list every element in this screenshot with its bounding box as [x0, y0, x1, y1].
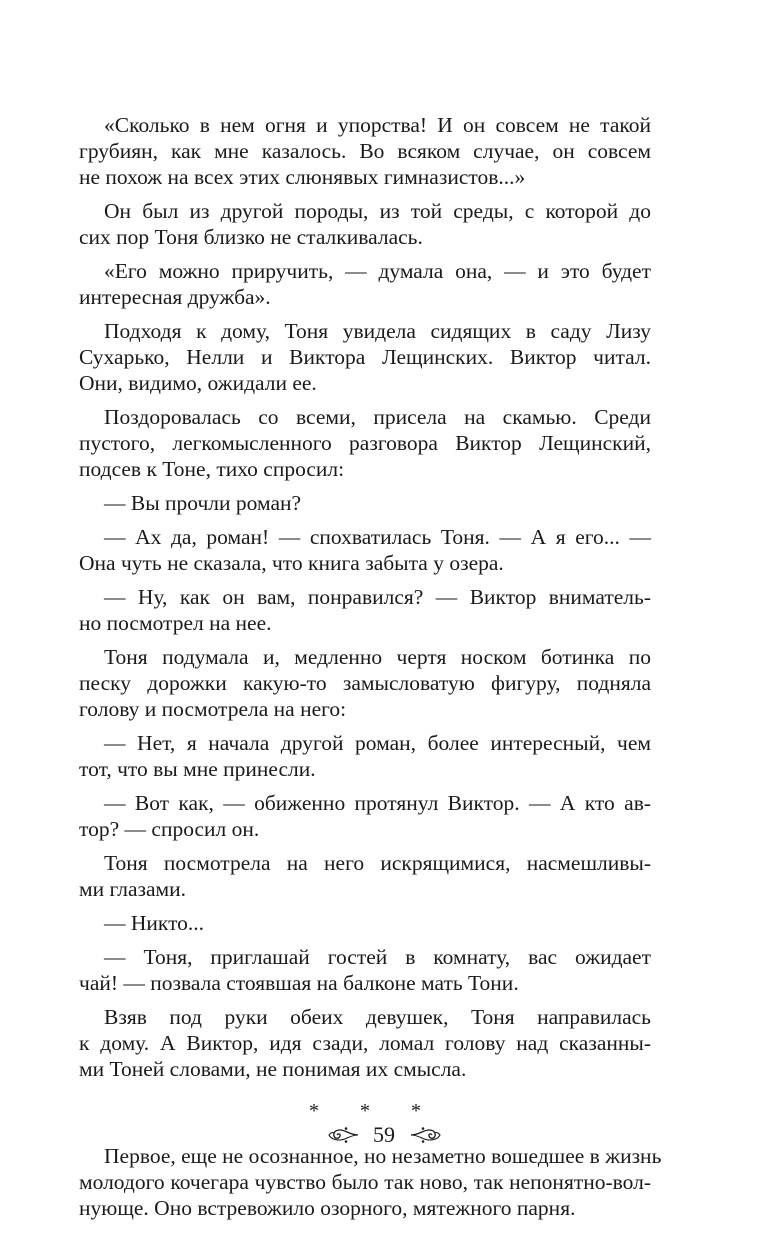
text-line: — Вот как, — обиженно протянул Виктор. — А кто ав-: [104, 791, 651, 815]
text-line: голову и посмотрела на него:: [79, 697, 347, 721]
paragraphs-after-break: [79, 1143, 662, 1221]
paragraphs-before-break: [79, 112, 651, 1082]
text-line: Поздоровалась со всеми, присела на скамью. Среди: [104, 405, 651, 429]
text-line: — Нет, я начала другой роман, более интересный, чем: [104, 731, 651, 755]
fleuron-left-icon: [326, 1124, 360, 1146]
page-footer: [0, 1120, 768, 1148]
paragraph: [79, 730, 651, 782]
text-line: Они, видимо, ожидали ее.: [79, 371, 317, 395]
text-line: — Вы прочли роман?: [104, 491, 302, 515]
text-line: Взяв под руки обеих девушек, Тоня направилась: [104, 1005, 651, 1029]
text-line: интересная дружба».: [79, 285, 271, 309]
text-line: но посмотрел на нее.: [79, 611, 272, 635]
text-line: — Ну, как он вам, понравился? — Виктор вниматель-: [104, 585, 651, 609]
paragraph: [79, 1143, 662, 1221]
text-line: Он был из другой породы, из той среды, с которой до: [104, 199, 651, 223]
page-number: 59: [373, 1121, 395, 1147]
text-line: тор? — спросил он.: [79, 817, 260, 841]
text-line: «Его можно приручить, — думала она, — и это будет: [104, 259, 651, 283]
text-line: — Ах да, роман! — спохватилась Тоня. — А я его... —: [104, 525, 651, 549]
text-line: Тоня подумала и, медленно чертя носком ботинка по: [104, 645, 651, 669]
fleuron-right-icon: [409, 1124, 443, 1146]
paragraph: [79, 258, 651, 310]
text-line: — Никто...: [104, 911, 205, 935]
paragraph: [79, 850, 651, 902]
paragraph: [79, 790, 651, 842]
paragraph: [79, 404, 651, 482]
text-line: молодого кочегара чувство было так ново, так непонятно-вол-: [79, 1170, 651, 1194]
section-break: * * *: [309, 1100, 439, 1122]
text-line: пустого, легкомысленного разговора Виктор Лещинский,: [79, 431, 651, 455]
paragraph: [79, 198, 651, 250]
text-line: Подходя к дому, Тоня увидела сидящих в саду Лизу: [104, 319, 651, 343]
text-block: [79, 112, 662, 1229]
text-line: Она чуть не сказала, что книга забыта у озера.: [79, 551, 504, 575]
text-line: к дому. А Виктор, идя сзади, ломал голову над сказанны-: [79, 1031, 651, 1055]
text-line: нующе. Оно встревожило озорного, мятежного парня.: [79, 1196, 576, 1220]
text-line: тот, что вы мне принесли.: [79, 757, 316, 781]
text-line: подсев к Тоне, тихо спросил:: [79, 457, 345, 481]
text-line: не похож на всех этих слюнявых гимназистов...»: [79, 165, 526, 189]
text-line: песку дорожки какую-то замысловатую фигуру, подняла: [79, 671, 651, 695]
paragraph: [79, 910, 651, 936]
paragraph: [79, 112, 651, 190]
text-line: Тоня посмотрела на него искрящимися, насмешливы-: [104, 851, 651, 875]
text-line: сих пор Тоня близко не сталкивалась.: [79, 225, 423, 249]
text-line: — Тоня, приглашай гостей в комнату, вас ожидает: [104, 945, 651, 969]
text-line: Первое, еще не осознанное, но незаметно вошедшее в жизнь: [104, 1144, 662, 1168]
text-line: ми Тоней словами, не понимая их смысла.: [79, 1057, 467, 1081]
text-line: чай! — позвала стоявшая на балконе мать Тони.: [79, 971, 519, 995]
text-line: ми глазами.: [79, 877, 187, 901]
paragraph: [79, 944, 651, 996]
text-line: «Сколько в нем огня и упорства! И он совсем не такой: [104, 113, 651, 137]
paragraph: [79, 490, 651, 516]
text-line: грубиян, как мне казалось. Во всяком случае, он совсем: [79, 139, 651, 163]
paragraph: [79, 524, 651, 576]
paragraph: [79, 584, 651, 636]
paragraph: [79, 318, 651, 396]
text-line: Сухарько, Нелли и Виктора Лещинских. Виктор читал.: [79, 345, 651, 369]
paragraph: [79, 1004, 651, 1082]
paragraph: [79, 644, 651, 722]
